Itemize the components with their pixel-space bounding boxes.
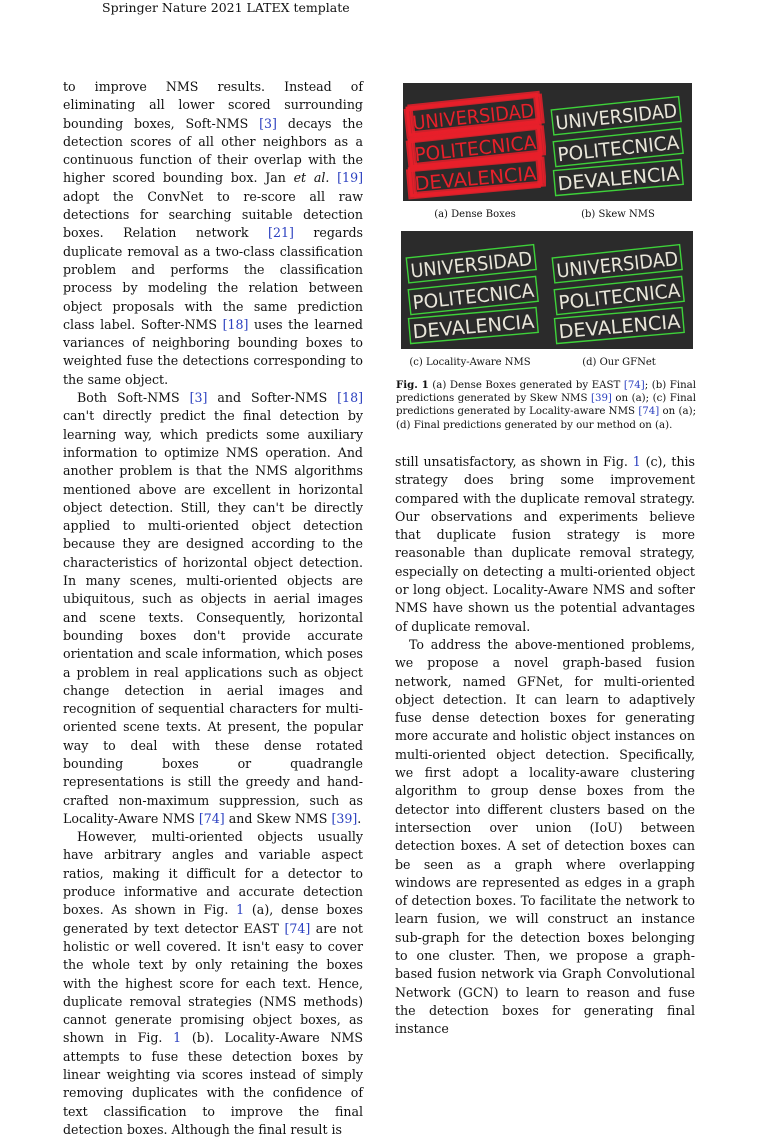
sign-text: DEVALENCIA xyxy=(411,310,534,344)
subcaption-a: (a) Dense Boxes xyxy=(434,209,516,220)
running-header: Springer Nature 2021 LATEX template xyxy=(102,0,350,15)
subcaption-c: (c) Locality-Aware NMS xyxy=(409,357,531,368)
citation-link[interactable]: [74] xyxy=(623,380,645,391)
sign-text: UNIVERSIDAD xyxy=(554,98,688,135)
panel-a-art xyxy=(403,83,549,201)
citation-link[interactable]: [39] xyxy=(331,810,358,826)
figure-ref-link[interactable]: 1 xyxy=(632,454,641,469)
citation-link[interactable]: [74] xyxy=(638,406,660,418)
sign-text: DEVALENCIA xyxy=(413,162,536,196)
panel-d-art xyxy=(547,231,693,349)
citation-link[interactable]: [39] xyxy=(590,393,612,405)
paragraph: to improve NMS results. Instead of eliminating all lower scored surrounding bounding boxes, Soft-NMS [3] decays the detection scores of all other neighbors as a continuous function of their overlap with the higher scored bounding box. Jan et al. [19] adopt the ConvNet to re-score all raw detections for searching suitable detection boxes. Relation network [21] regards duplicate removal as a two-class classification problem and performs the classification process by modeling the relation between object proposals with the same prediction class label. Softer-NMS [18] uses the learned variances of neighboring bounding boxes to weighted fuse the detections corresponding to the same object. xyxy=(63,79,363,387)
paragraph: Both Soft-NMS [3] and Softer-NMS [18] can't directly predict the final detection by learning way, which predicts some auxiliary information to optimize NMS operation. And another problem is that the NMS algorithms mentioned above are excellent in horizontal object detection. Still, they can't be directly applied to multi-oriented object detection because they are designed according to the characteristics of horizontal object detection. In many scenes, multi-oriented objects are ubiquitous, such as objects in aerial images and scene texts. Consequently, horizontal bounding boxes don't provide accurate orientation and scale information, which poses a problem in real applications such as object change detection in aerial images and recognition of sequential characters for multi-oriented scene texts. At present, the popular way to deal with these dense rotated bounding boxes or quadrangle representations is still the greedy and hand-crafted non-maximum suppression, such as Locality-Aware NMS [74] and Skew NMS [39]. xyxy=(63,390,363,826)
subcaption-d: (d) Our GFNet xyxy=(582,357,656,368)
sign-line xyxy=(406,245,543,283)
citation-link[interactable]: [3] xyxy=(259,115,277,131)
citation-link[interactable]: [18] xyxy=(222,316,249,332)
panel-skew-nms xyxy=(546,83,692,201)
citation-link[interactable]: [21] xyxy=(268,225,294,241)
citation-link[interactable]: [19] xyxy=(337,170,363,186)
sign-text: POLITECNICA xyxy=(557,279,685,315)
panel-dense-boxes xyxy=(403,83,549,201)
figure-label: Fig. 1 xyxy=(396,379,429,391)
sign-text: POLITECNICA xyxy=(413,131,541,167)
panel-c-art xyxy=(401,231,547,349)
sign-line xyxy=(551,97,688,135)
figure-ref-link[interactable]: 1 xyxy=(236,902,245,918)
panel-b-art xyxy=(546,83,692,201)
figure-ref-link[interactable]: 1 xyxy=(173,1030,182,1046)
figure-caption: Fig. 1 (a) Dense Boxes generated by EAST [74]; (b) Final predictions generated by Skew NMS [39] on (a); (c) Final predictions generated by Locality-aware NMS [74] on (a); (d) Final predictions generated by our method on (a). xyxy=(396,379,696,431)
paragraph: still unsatisfactory, as shown in Fig. 1 (c), this strategy does bring some improvement compared with the duplicate removal strategy. Our observations and experiments believe that duplicate fusion strategy is more reasonable than duplicate removal strategy, especially on detecting a multi-oriented object or long object. Locality-Aware NMS and softer NMS have shown us the potential advantages of duplicate removal. xyxy=(395,454,695,634)
sign-text: UNIVERSIDAD xyxy=(555,246,689,283)
sign-text: DEVALENCIA xyxy=(557,310,680,344)
paragraph: However, multi-oriented objects usually have arbitrary angles and variable aspect ratios, making it difficult for a detector to produce informative and accurate detection boxes. As shown in Fig. 1 (a), dense boxes generated by text detector EAST [74] are not holistic or well covered. It isn't easy to cover the whole text by only retaining the boxes with the highest score for each text. Hence, duplicate removal strategies (NMS methods) cannot generate promising object boxes, as shown in Fig. 1 (b). Locality-Aware NMS attempts to fuse these detection boxes by linear weighting via scores instead of simply removing duplicates with the confidence of text classification to improve the final detection boxes. Although the final result is xyxy=(63,829,363,1137)
citation-link[interactable]: [74] xyxy=(284,920,311,936)
sign-text: POLITECNICA xyxy=(556,131,684,167)
citation-link[interactable]: [18] xyxy=(337,390,363,406)
citation-link[interactable]: [74] xyxy=(198,810,225,826)
citation-link[interactable]: [3] xyxy=(189,390,208,406)
sign-text: DEVALENCIA xyxy=(556,162,679,196)
sign-line xyxy=(552,245,689,283)
paragraph: To address the above-mentioned problems, we propose a novel graph-based fusion network, named GFNet, for multi-oriented object detection. It can learn to adaptively fuse dense detection boxes for generating more accurate and holistic object instances on multi-oriented object detection. Specifically, we first adopt a locality-aware clustering algorithm to group dense boxes from the detector into different clusters based on the intersection over union (IoU) between detection boxes. A set of detection boxes can be seen as a graph where overlapping windows are represented as edges in a graph of detection boxes. To facilitate the network to learn fusion, we will construct an instance sub-graph for the detection boxes belonging to one cluster. Then, we propose a graph-based fusion network via Graph Convolutional Network (GCN) to learn to reason and fuse the detection boxes for generating final instance xyxy=(395,636,695,1037)
right-column xyxy=(395,453,695,1039)
sign-text: UNIVERSIDAD xyxy=(409,246,543,283)
left-column xyxy=(63,78,363,1139)
panel-locality-aware-nms xyxy=(401,231,547,349)
sign-text: POLITECNICA xyxy=(411,279,539,315)
sign-text: UNIVERSIDAD xyxy=(411,98,545,135)
panel-gfnet xyxy=(547,231,693,349)
subcaption-b: (b) Skew NMS xyxy=(581,209,655,220)
